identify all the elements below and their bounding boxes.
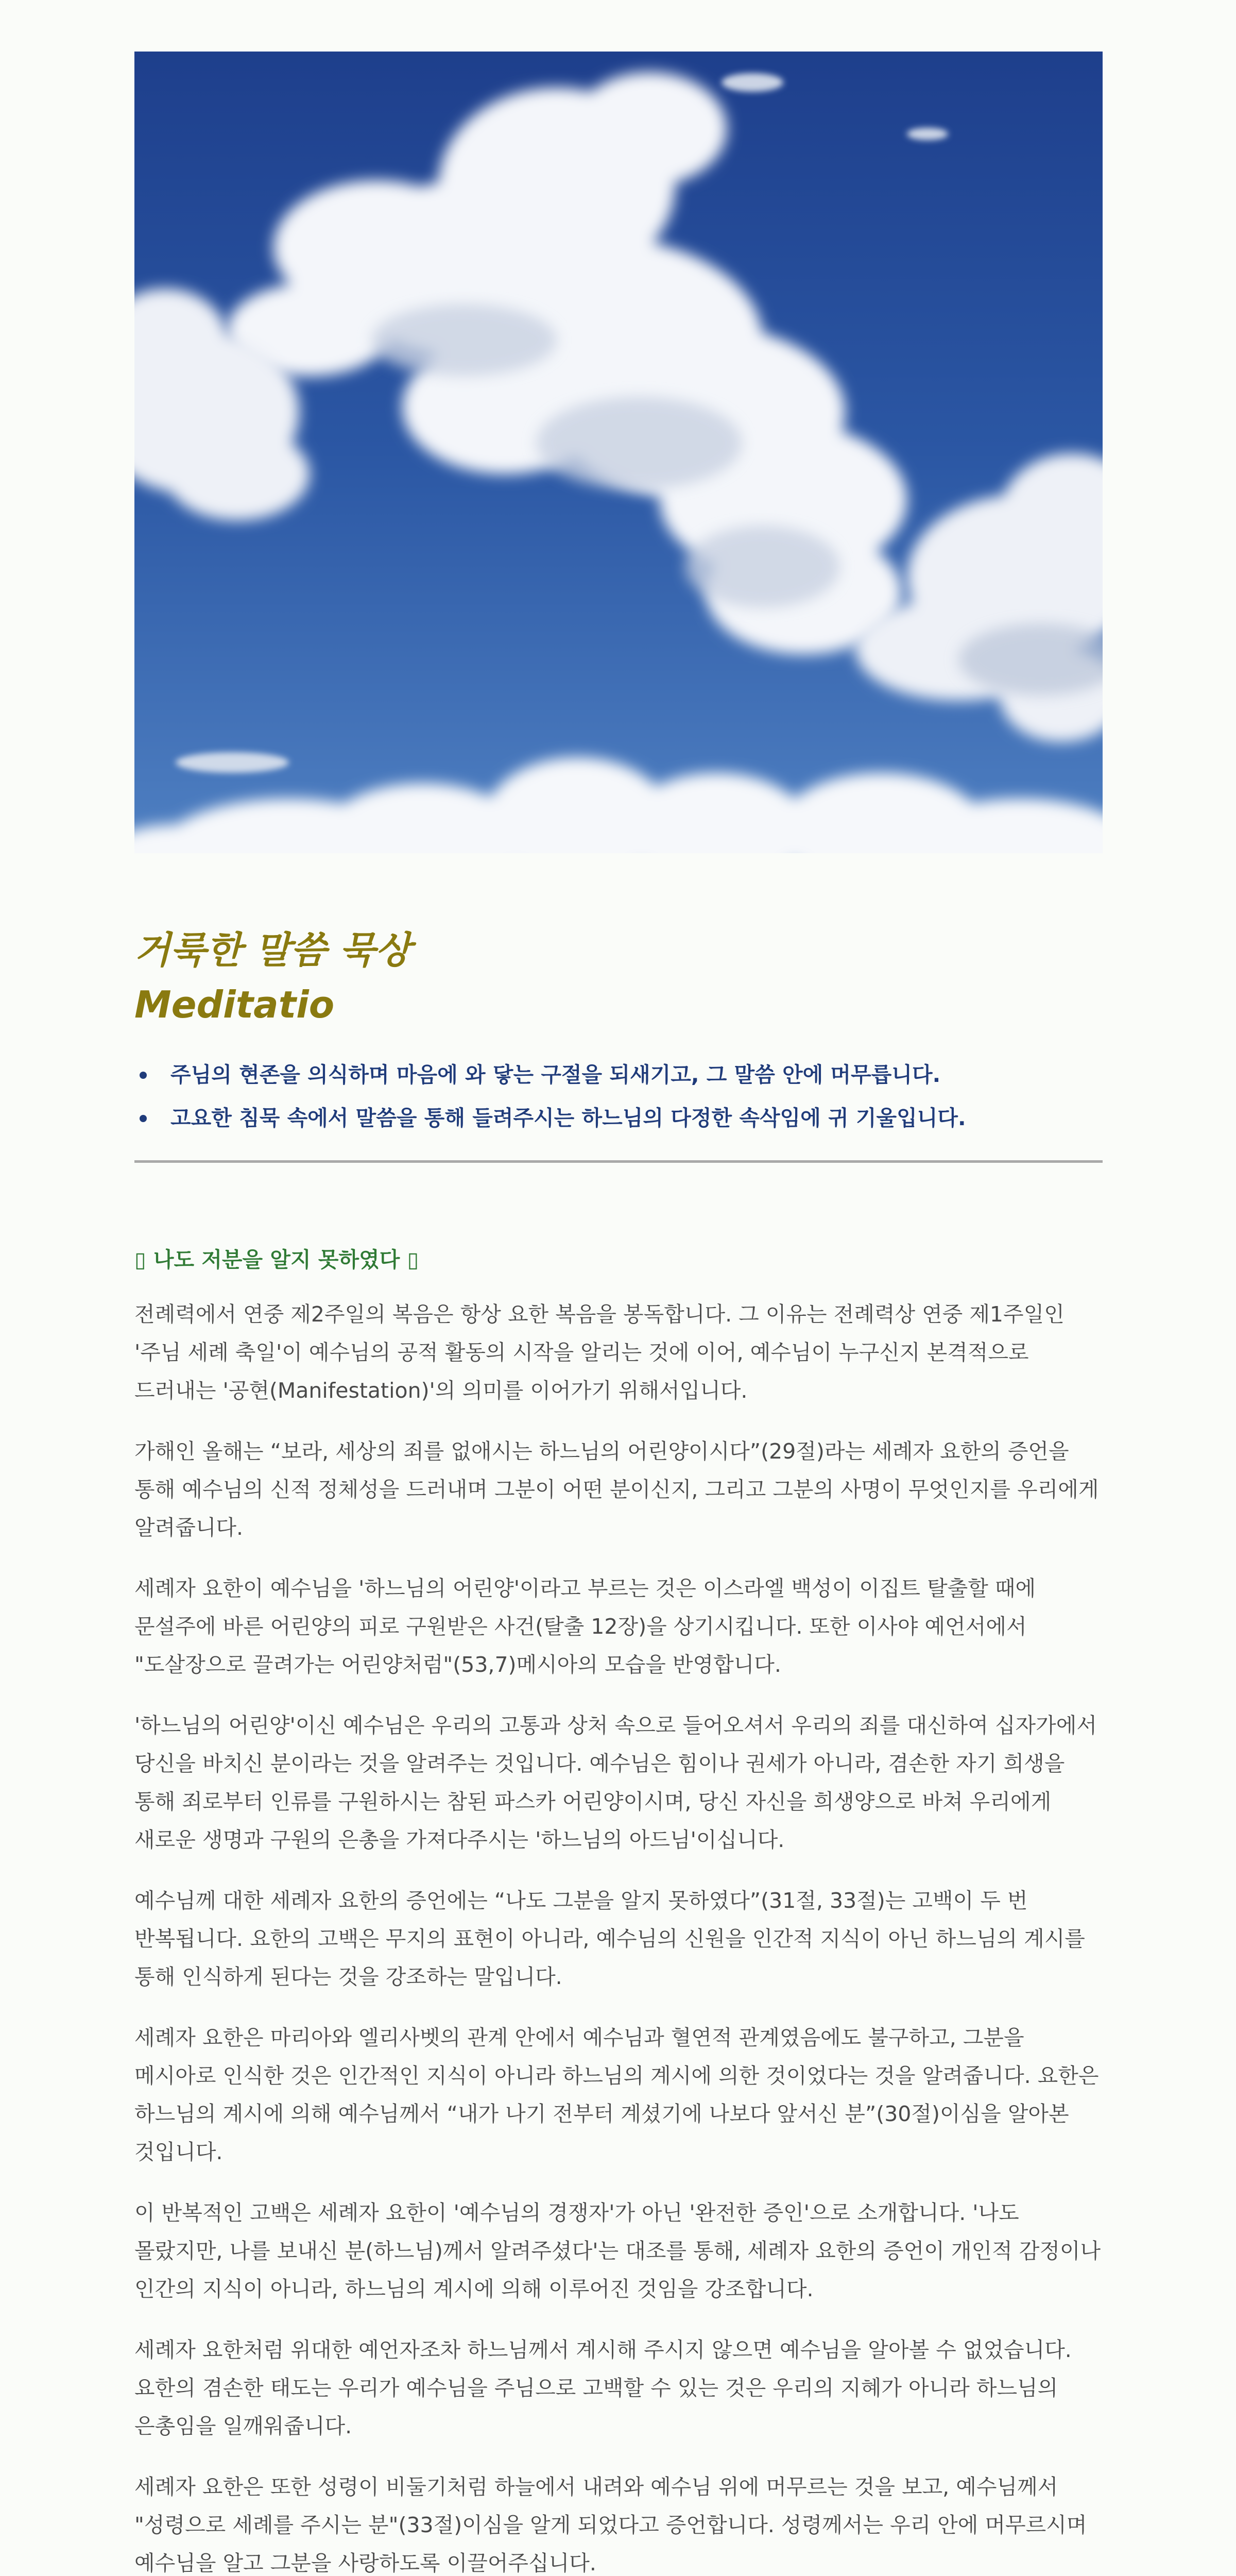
paragraph: 가해인 올해는 “보라, 세상의 죄를 없애시는 하느님의 어린양이시다”(29절)라는 세례자 요한의 증언을 통해 예수님의 신적 정체성을 드러내며 그분이 어떤 분이신지, 그리고 그분의 사명이 무엇인지를 우리에게 알려줍니다. — [134, 1439, 1099, 1540]
sky-clouds-illustration — [134, 52, 1103, 853]
guide-item: 주님의 현존을 의식하며 마음에 와 닿는 구절을 되새기고, 그 말씀 안에 머무릅니다. — [170, 1053, 1103, 1096]
paragraph: 세례자 요한은 또한 성령이 비둘기처럼 하늘에서 내려와 예수님 위에 머무르는 것을 보고, 예수님께서 "성령으로 세례를 주시는 분"(33절)이심을 알게 되었다고 증언합니다. 성령께서는 우리 안에 머무르시며 예수님을 알고 그분을 사랑하도록 이끌어주십니다. — [134, 2475, 1087, 2576]
hero-image — [134, 52, 1103, 853]
paragraph: '하느님의 어린양'이신 예수님은 우리의 고통과 상처 속으로 들어오셔서 우리의 죄를 대신하여 십자가에서 당신을 바치신 분이라는 것을 알려주는 것입니다. 예수님은 힘이나 권세가 아니라, 겸손한 자기 희생을 통해 죄로부터 인류를 구원하시는 참된 파스카 어린양이시며, 당신 자신을 희생양으로 바쳐 우리에게 새로운 생명과 구원의 은총을 가져다주시는 '하느님의 아드님'이십니다. — [134, 1713, 1097, 1853]
paragraph: 이 반복적인 고백은 세례자 요한이 '예수님의 경쟁자'가 아닌 '완전한 증인'으로 소개합니다. '나도 몰랐지만, 나를 보내신 분(하느님)께서 알려주셨다'는 대조를 통해, 세례자 요한의 증언이 개인적 감정이나 인간의 지식이 아니라, 하느님의 계시에 의해 이루어진 것임을 강조합니다. — [134, 2200, 1101, 2302]
paragraph: 세례자 요한이 예수님을 '하느님의 어린양'이라고 부르는 것은 이스라엘 백성이 이집트 탈출할 때에 문설주에 바른 어린양의 피로 구원받은 사건(탈출 12장)을 상기시킵니다. 또한 이사야 예언서에서 "도살장으로 끌려가는 어린양처럼"(53,7)메시아의 모습을 반영합니다. — [134, 1576, 1036, 1677]
page-title-korean: 거룩한 말씀 묵상 — [134, 928, 411, 972]
guide-item: 고요한 침묵 속에서 말씀을 통해 들려주시는 하느님의 다정한 속삭임에 귀 기울입니다. — [170, 1096, 1103, 1140]
paragraph: 예수님께 대한 세례자 요한의 증언에는 “나도 그분을 알지 못하였다”(31절, 33절)는 고백이 두 번 반복됩니다. 요한의 고백은 무지의 표현이 아니라, 예수님의 신원을 인간적 지식이 아닌 하느님의 계시를 통해 인식하게 된다는 것을 강조하는 말입니다. — [134, 1888, 1085, 1990]
section-divider — [134, 1160, 1103, 1163]
paragraph: 전례력에서 연중 제2주일의 복음은 항상 요한 복음을 봉독합니다. 그 이유는 전례력상 연중 제1주일인 '주님 세례 축일'이 예수님의 공적 활동의 시작을 알리는 것에 이어, 예수님이 누구신지 본격적으로 드러내는 '공현(Manifestation)'의 의미를 이어가기 위해서입니다. — [134, 1302, 1065, 1403]
article-body — [134, 1295, 1103, 2576]
page-title-english: Meditatio — [134, 983, 335, 1027]
page-content — [134, 52, 1103, 2576]
section-heading: ▯ 나도 저분을 알지 못하였다 ▯ — [134, 1247, 419, 1272]
paragraph: 세례자 요한은 마리아와 엘리사벳의 관계 안에서 예수님과 혈연적 관계였음에도 불구하고, 그분을 메시아로 인식한 것은 인간적인 지식이 아니라 하느님의 계시에 의한 것이었다는 것을 알려줍니다. 요한은 하느님의 계시에 의해 예수님께서 “내가 나기 전부터 계셨기에 나보다 앞서신 분”(30절)이심을 알아본 것입니다. — [134, 2025, 1099, 2165]
paragraph: 세례자 요한처럼 위대한 예언자조차 하느님께서 계시해 주시지 않으면 예수님을 알아볼 수 없었습니다. 요한의 겸손한 태도는 우리가 예수님을 주님으로 고백할 수 있는 것은 우리의 지혜가 아니라 하느님의 은총임을 일깨워줍니다. — [134, 2337, 1072, 2439]
guide-list — [134, 1053, 1103, 1140]
